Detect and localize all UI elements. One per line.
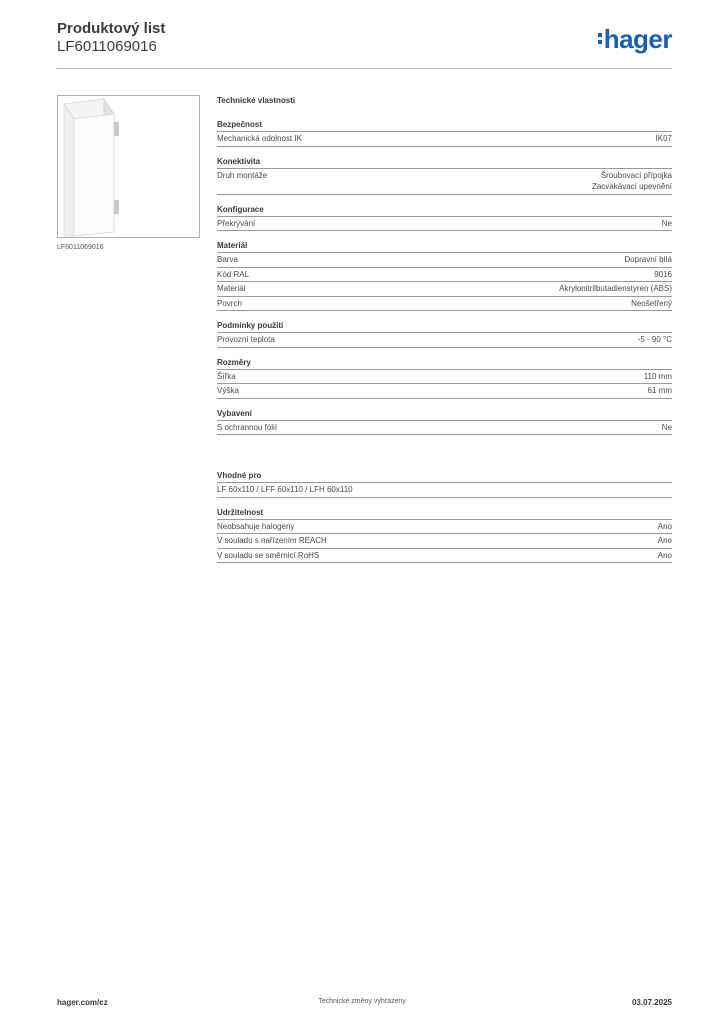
spec-group <box>217 241 672 311</box>
spec-group <box>217 358 672 399</box>
spec-row <box>217 268 672 283</box>
row-label: Kód RAL <box>217 269 250 279</box>
spec-row <box>217 483 672 498</box>
row-value: IK07 <box>655 134 672 143</box>
page-title: Produktový list <box>57 20 166 37</box>
group-heading: Materiál <box>217 241 672 253</box>
group-heading: Vybavení <box>217 409 672 421</box>
end-cap-illustration-icon <box>58 96 199 237</box>
group-heading: Konfigurace <box>217 205 672 217</box>
spec-group <box>217 120 672 147</box>
row-label: Provozní teplota <box>217 335 275 344</box>
row-value: 110 mm <box>643 371 672 381</box>
row-value: Ne <box>661 218 672 228</box>
spec-row <box>217 253 672 268</box>
product-image <box>57 95 200 238</box>
row-value: Ano <box>657 550 672 560</box>
group-heading: Rozměry <box>217 358 672 370</box>
hager-logo <box>598 24 672 54</box>
footer-date: 03.07.2025 <box>631 998 672 1007</box>
footer-website: hager.com/cz <box>57 998 108 1007</box>
spec-group <box>217 157 672 195</box>
group-heading: Konektivita <box>217 157 672 169</box>
spec-row <box>217 534 672 549</box>
row-label: V souladu se směrnicí RoHS <box>217 550 320 560</box>
row-label: LF 60x110 / LFF 60x110 / LFH 60x110 <box>217 485 353 494</box>
spec-row <box>217 282 672 297</box>
row-value: 9016 <box>654 269 672 279</box>
spec-row <box>217 169 672 195</box>
spec-row <box>217 297 672 312</box>
image-caption: LF6011069016 <box>57 244 104 251</box>
row-value: Akrylonitrilbutadienstyren (ABS) <box>559 284 672 293</box>
row-value: 61 mm <box>647 386 672 395</box>
row-value: Neošetřený <box>631 298 672 308</box>
spec-row <box>217 384 672 399</box>
row-value: Dopravní bílá <box>624 255 672 264</box>
spec-group <box>217 205 672 232</box>
row-label: Materiál <box>217 284 246 293</box>
row-label: S ochrannou fólií <box>217 422 278 432</box>
group-heading: Bezpečnost <box>217 120 672 132</box>
row-label: Povrch <box>217 298 242 308</box>
row-value: Ne <box>661 422 672 432</box>
row-label: Neobsahuje halogeny <box>217 521 295 531</box>
logo-text: hager <box>603 24 672 54</box>
row-label: Druh montáže <box>217 170 268 180</box>
spec-row <box>217 132 672 147</box>
suitable-for-group <box>217 471 672 498</box>
group-heading: Vhodné pro <box>217 471 672 483</box>
row-value: Šroubovací přípojka Zacvakávací upevnění <box>591 170 672 191</box>
footer-note: Technické změny vyhrazeny <box>318 998 406 1005</box>
row-label: Překrývání <box>217 218 256 228</box>
row-value: -5 - 90 °C <box>637 335 672 344</box>
header-divider <box>57 68 672 69</box>
spec-group <box>217 321 672 348</box>
spec-row <box>217 217 672 232</box>
group-heading: Udržitelnost <box>217 508 672 520</box>
spec-row <box>217 421 672 436</box>
row-label: Šířka <box>217 371 236 381</box>
spec-row <box>217 520 672 535</box>
logo-dots-icon <box>598 31 602 46</box>
row-label: Mechanická odolnost IK <box>217 134 302 143</box>
spec-group <box>217 409 672 436</box>
spec-row <box>217 333 672 348</box>
product-code: LF6011069016 <box>57 38 157 55</box>
row-label: V souladu s nařízením REACH <box>217 536 327 545</box>
spec-groups <box>217 120 672 435</box>
spec-row <box>217 549 672 564</box>
group-heading: Podmínky použití <box>217 321 672 333</box>
sustainability-group <box>217 508 672 564</box>
row-label: Barva <box>217 255 238 264</box>
row-value: Ano <box>657 536 672 545</box>
specs-title: Technické vlastnosti <box>217 96 296 105</box>
row-value: Ano <box>657 521 672 531</box>
spec-row <box>217 370 672 385</box>
row-label: Výška <box>217 386 239 395</box>
technical-specs <box>217 96 672 573</box>
